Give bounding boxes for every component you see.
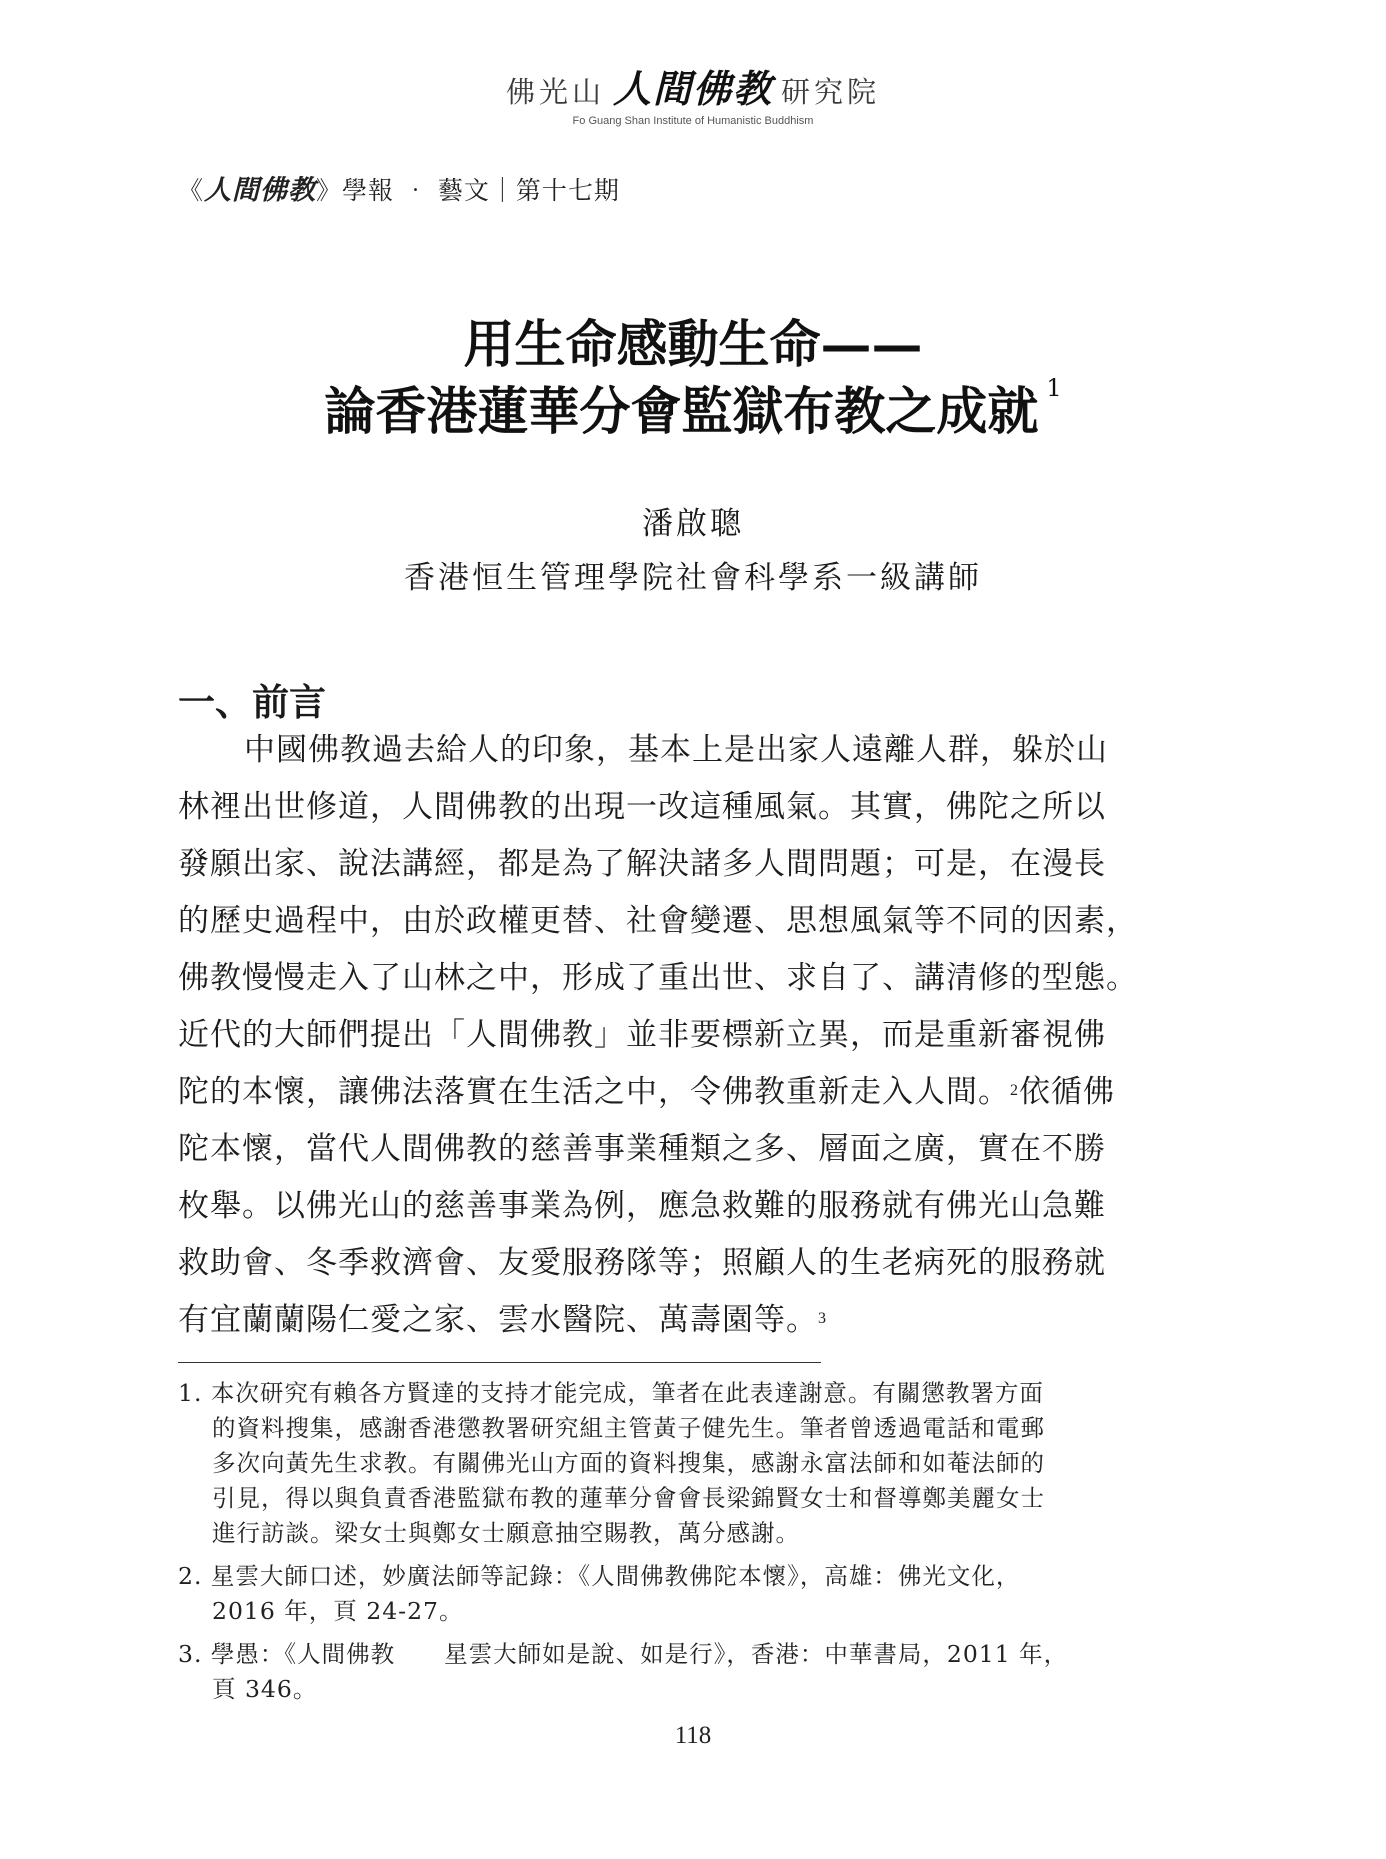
footnote-ref-2[interactable]: 2 xyxy=(1010,1082,1019,1099)
footnote-line: 進行訪談。梁女士與鄭女士願意抽空賜教，萬分感謝。 xyxy=(212,1519,800,1547)
body-line: 發願出家、說法講經，都是為了解決諸多人間問題；可是，在漫長 xyxy=(178,846,1106,882)
footnote-line xyxy=(178,1559,1178,1594)
article-title-text: 論香港蓮華分會監獄布教之成就 xyxy=(324,382,1039,442)
author-name: 潘啟聰 xyxy=(642,506,744,542)
footnote-1 xyxy=(178,1376,1178,1551)
footnote-line xyxy=(178,1376,1178,1411)
footnotes xyxy=(178,1376,1178,1715)
institute-name xyxy=(0,58,1386,113)
footnote-divider xyxy=(178,1362,821,1363)
institute-brand-logo: 人間佛教 xyxy=(612,67,773,111)
footnote-label: 3. xyxy=(178,1640,203,1668)
footnote-line xyxy=(178,1637,1178,1672)
institute-header xyxy=(0,58,1386,127)
body-line-text: 陀的本懷，讓佛法落實在生活之中，令佛教重新走入人間。 xyxy=(178,1074,1010,1110)
body-line: 中國佛教過去給人的印象，基本上是出家人遠離人群，躲於山 xyxy=(244,732,1108,768)
body-line xyxy=(178,1064,1178,1121)
footnote-line: 頁 346。 xyxy=(212,1675,318,1703)
body-line: 救助會、冬季救濟會、友愛服務隊等；照顧人的生老病死的服務就 xyxy=(178,1245,1106,1281)
body-line: 林裡出世修道，人間佛教的出現一改這種風氣。其實，佛陀之所以 xyxy=(178,789,1106,825)
institute-name-right: 研究院 xyxy=(781,75,881,109)
footnote-2 xyxy=(178,1559,1178,1629)
section-heading: 一、前言 xyxy=(178,680,326,724)
article-title-line-2 xyxy=(0,370,1386,444)
body-line-text: 有宜蘭蘭陽仁愛之家、雲水醫院、萬壽園等。 xyxy=(178,1302,818,1338)
footnote-3 xyxy=(178,1637,1178,1707)
author-affiliation: 香港恒生管理學院社會科學系一級講師 xyxy=(404,560,982,596)
footnote-text: 學愚：《人間佛教 星雲大師如是說、如是行》，香港：中華書局，2011 年， xyxy=(210,1640,1069,1668)
footnote-ref-3[interactable]: 3 xyxy=(818,1310,827,1327)
journal-running-header xyxy=(178,168,620,207)
body-line: 近代的大師們提出「人間佛教」並非要標新立異，而是重新審視佛 xyxy=(178,1017,1106,1053)
footnote-text: 本次研究有賴各方賢達的支持才能完成，筆者在此表達謝意。有關懲教署方面 xyxy=(210,1379,1044,1407)
title-footnote-ref[interactable]: 1 xyxy=(1046,374,1062,402)
footnote-line: 引見，得以與負責香港監獄布教的蓮華分會會長梁錦賢女士和督導鄭美麗女士 xyxy=(212,1484,1045,1512)
body-line-text: 依循佛 xyxy=(1019,1074,1115,1110)
page-number: 118 xyxy=(674,1722,712,1749)
footnote-line: 多次向黃先生求教。有關佛光山方面的資料搜集，感謝永富法師和如菴法師的 xyxy=(212,1449,1045,1477)
footnote-line: 的資料搜集，感謝香港懲教署研究組主管黃子健先生。筆者曾透過電話和電郵 xyxy=(212,1414,1045,1442)
footnote-line: 2016 年，頁 24-27。 xyxy=(212,1597,464,1625)
institute-name-left: 佛光山 xyxy=(505,75,605,109)
institute-english-name: Fo Guang Shan Institute of Humanistic Buddhism xyxy=(572,115,814,127)
body-line: 陀本懷，當代人間佛教的慈善事業種類之多、層面之廣，實在不勝 xyxy=(178,1131,1106,1167)
footnote-label: 1. xyxy=(178,1379,203,1407)
body-line: 佛教慢慢走入了山林之中，形成了重出世、求自了、講清修的型態。 xyxy=(178,960,1138,996)
article-title-line-1: 用生命感動生命—— xyxy=(463,315,923,375)
body-line xyxy=(178,1292,1178,1349)
body-line: 的歷史過程中，由於政權更替、社會變遷、思想風氣等不同的因素， xyxy=(178,903,1138,939)
section-body xyxy=(178,722,1178,1349)
body-line: 枚舉。以佛光山的慈善事業為例，應急救難的服務就有佛光山急難 xyxy=(178,1188,1106,1224)
journal-bracket-open: 《 xyxy=(178,176,205,205)
journal-brand-logo: 人間佛教 xyxy=(204,175,317,206)
journal-issue-label: 》學報 ‧ 藝文｜第十七期 xyxy=(316,176,620,205)
footnote-text: 星雲大師口述，妙廣法師等記錄：《人間佛教佛陀本懷》，高雄：佛光文化， xyxy=(210,1562,1021,1590)
footnote-label: 2. xyxy=(178,1562,203,1590)
